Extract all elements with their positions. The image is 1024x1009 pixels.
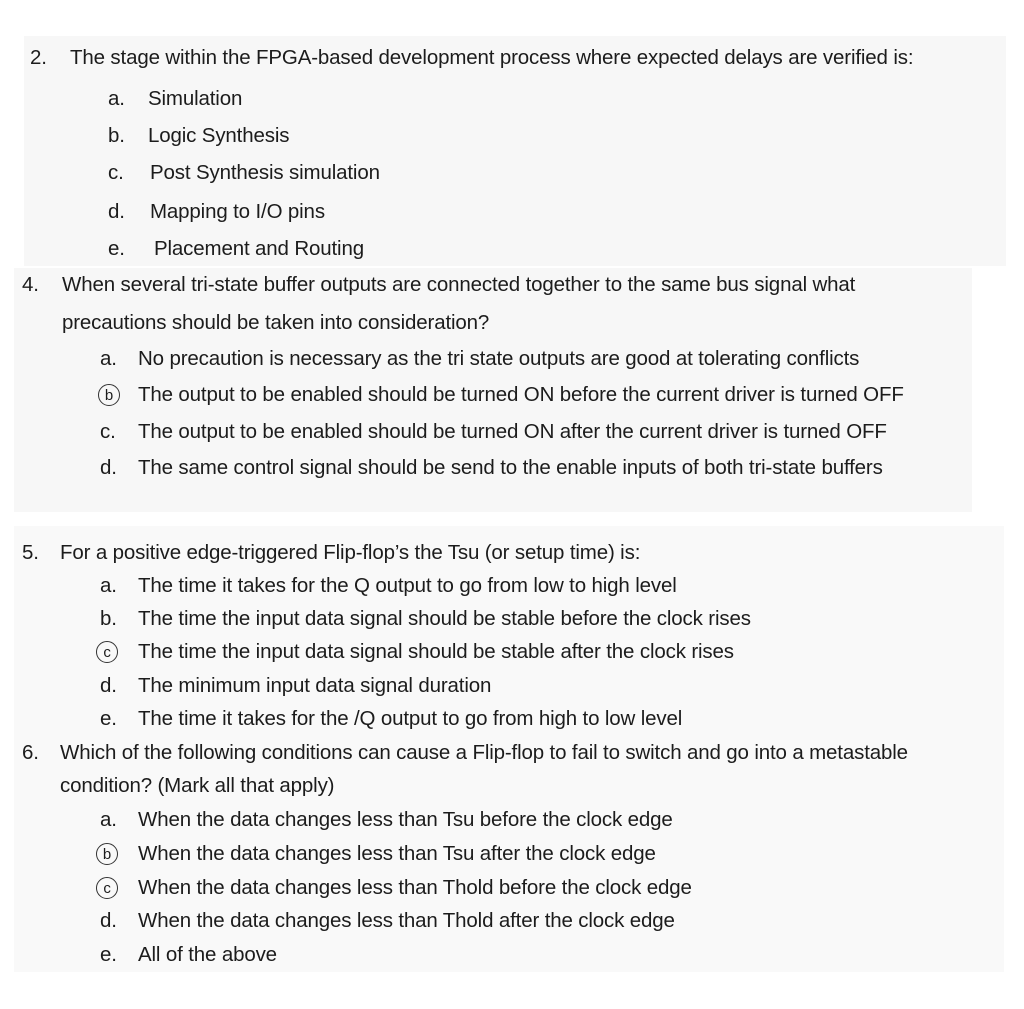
option-text: When the data changes less than Thold after the clock edge [138,909,675,932]
question-6-stem-continued: condition? (Mark all that apply) [60,774,335,797]
question-text: When several tri-state buffer outputs are connected together to the same bus signal what [62,273,856,296]
option-letter: e. [100,943,117,966]
option-text: Mapping to I/O pins [150,200,325,223]
option-text: Logic Synthesis [148,124,290,147]
option-letter: c. [100,420,116,443]
circled-answer-mark: c [96,641,118,663]
question-number: 2. [30,46,47,69]
option-letter: a. [108,87,125,110]
option-letter: d. [108,200,125,223]
option-letter: e. [100,707,117,730]
question-text: The stage within the FPGA-based development process where expected delays are verified is: [70,46,914,69]
question-number: 5. [22,541,39,564]
option-text: When the data changes less than Tsu after the clock edge [138,842,656,865]
question-text: Which of the following conditions can cause a Flip-flop to fail to switch and go into a metastable [60,741,908,764]
option-text: The time it takes for the /Q output to go from high to low level [138,707,683,730]
option-text: The time the input data signal should be stable before the clock rises [138,607,751,630]
circled-answer-mark: c [96,877,118,899]
question-text: For a positive edge-triggered Flip-flop’s the Tsu (or setup time) is: [60,541,641,564]
option-text: Post Synthesis simulation [150,161,380,184]
option-letter: d. [100,456,117,479]
option-letter: d. [100,674,117,697]
option-letter: b. [108,124,125,147]
circled-answer-mark: b [98,384,120,406]
option-letter: a. [100,347,117,370]
option-text: The minimum input data signal duration [138,674,492,697]
option-text: Simulation [148,87,243,110]
circled-answer-mark: b [96,843,118,865]
option-text: The time the input data signal should be stable after the clock rises [138,640,734,663]
option-text: The output to be enabled should be turned ON after the current driver is turned OFF [138,420,887,443]
option-text: Placement and Routing [154,237,364,260]
option-text: No precaution is necessary as the tri state outputs are good at tolerating conflicts [138,347,860,370]
option-text: The output to be enabled should be turned ON before the current driver is turned OFF [138,383,904,406]
question-4-stem-continued: precautions should be taken into consideration? [62,311,490,334]
option-letter: d. [100,909,117,932]
option-letter: a. [100,574,117,597]
question-number: 4. [22,273,39,296]
option-text: All of the above [138,943,277,966]
option-letter: c. [108,161,124,184]
option-text: The time it takes for the Q output to go from low to high level [138,574,677,597]
option-letter: a. [100,808,117,831]
option-letter: b. [100,607,117,630]
option-letter: e. [108,237,125,260]
option-text: The same control signal should be send to the enable inputs of both tri-state buffers [138,456,883,479]
option-text: When the data changes less than Tsu before the clock edge [138,808,673,831]
option-text: When the data changes less than Thold before the clock edge [138,876,692,899]
question-number: 6. [22,741,39,764]
